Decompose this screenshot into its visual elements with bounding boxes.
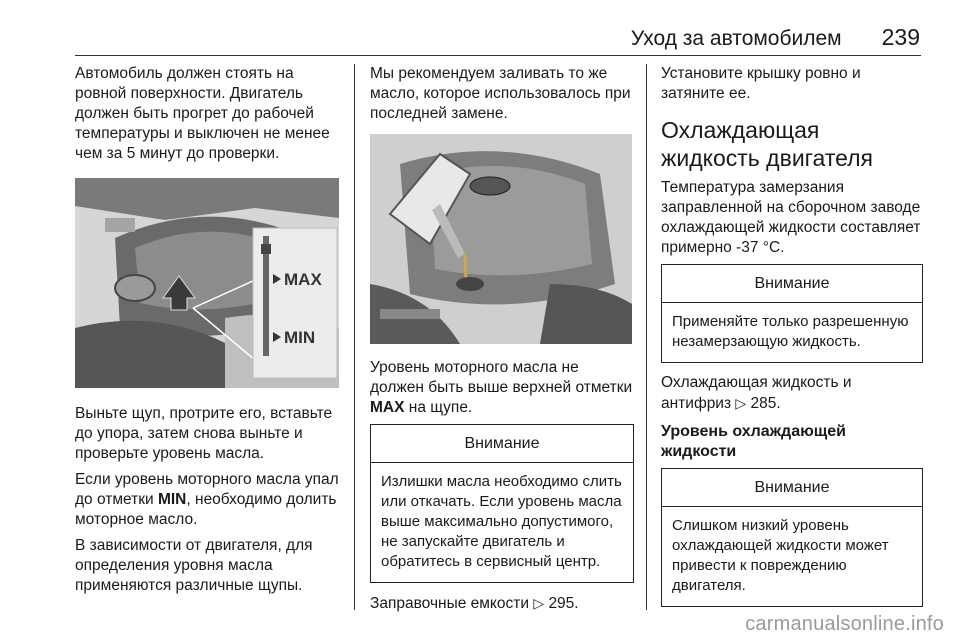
column-2 <box>370 64 634 620</box>
paragraph: Выньте щуп, протрите его, вставьте до упора, затем снова выньте и проверьте уровень масла. <box>75 405 333 462</box>
max-mark-text: MAX <box>370 399 405 416</box>
text: Заправочные емкости <box>370 595 530 612</box>
text: на щупе. <box>404 399 473 416</box>
warning-box <box>370 424 634 583</box>
warning-title: Внимание <box>662 469 922 507</box>
paragraph: Установите крышку ровно и затяните ее. <box>661 65 861 102</box>
warning-body: Применяйте только разрешенную незамерзающую жидкость. <box>672 313 909 350</box>
warning-body: Излишки масла необходимо слить или откачать. Если уровень масла выше максимально допустимого, не запускайте двигатель и обратитесь в сервисный центр. <box>381 473 622 570</box>
warning-title: Внимание <box>662 265 922 303</box>
page-reference[interactable]: 285. <box>750 395 781 412</box>
column-3 <box>661 64 923 617</box>
paragraph <box>661 373 923 414</box>
paragraph <box>370 358 634 418</box>
page-header <box>631 24 920 51</box>
text: Уровень моторного масла не должен быть выше верхней отметки <box>370 359 633 396</box>
paragraph <box>370 593 634 614</box>
section-title: Уход за автомобилем <box>630 27 842 50</box>
column-1 <box>75 64 343 602</box>
page-number: 239 <box>881 24 920 50</box>
warning-title: Внимание <box>371 425 633 463</box>
section-heading: Охлаждающая жидкость двигателя <box>661 117 874 171</box>
page-reference[interactable]: 295. <box>548 595 579 612</box>
paragraph: Мы рекомендуем заливать то же масло, которое использовалось при последней замене. <box>370 65 631 122</box>
paragraph <box>75 470 343 530</box>
arrow-reference-icon: ▷ <box>533 595 545 611</box>
min-mark-label: MIN <box>284 328 316 347</box>
min-mark-text: MIN <box>157 491 187 508</box>
subsection-heading: Уровень охлаждающей жидкости <box>661 423 846 460</box>
header-rule <box>75 55 921 56</box>
text: Охлаждающая жидкость и антифриз <box>661 374 852 412</box>
paragraph: В зависимости от двигателя, для определения уровня масла применяются различные щупы. <box>75 537 313 594</box>
text: Если уровень моторного масла упал до отметки <box>75 471 339 508</box>
column-divider-2 <box>646 64 647 610</box>
dipstick-figure <box>75 178 339 388</box>
warning-body: Слишком низкий уровень охлаждающей жидкости может привести к повреждению двигателя. <box>672 517 889 594</box>
arrow-reference-icon: ▷ <box>735 395 747 411</box>
watermark: carmanualsonline.info <box>745 613 944 635</box>
paragraph: Автомобиль должен стоять на ровной поверхности. Двигатель должен быть прогрет до рабочей температуры и выключен не менее чем за 5 минут до проверки. <box>75 65 330 162</box>
warning-box <box>661 264 923 363</box>
oil-filling-figure <box>370 134 632 344</box>
paragraph: Температура замерзания заправленной на сборочном заводе охлаждающей жидкости составляет примерно -37 °C. <box>661 179 921 256</box>
warning-box <box>661 468 923 607</box>
max-mark-label: MAX <box>284 270 322 289</box>
text: , необходимо долить моторное масло. <box>75 491 337 528</box>
column-divider-1 <box>354 64 355 610</box>
